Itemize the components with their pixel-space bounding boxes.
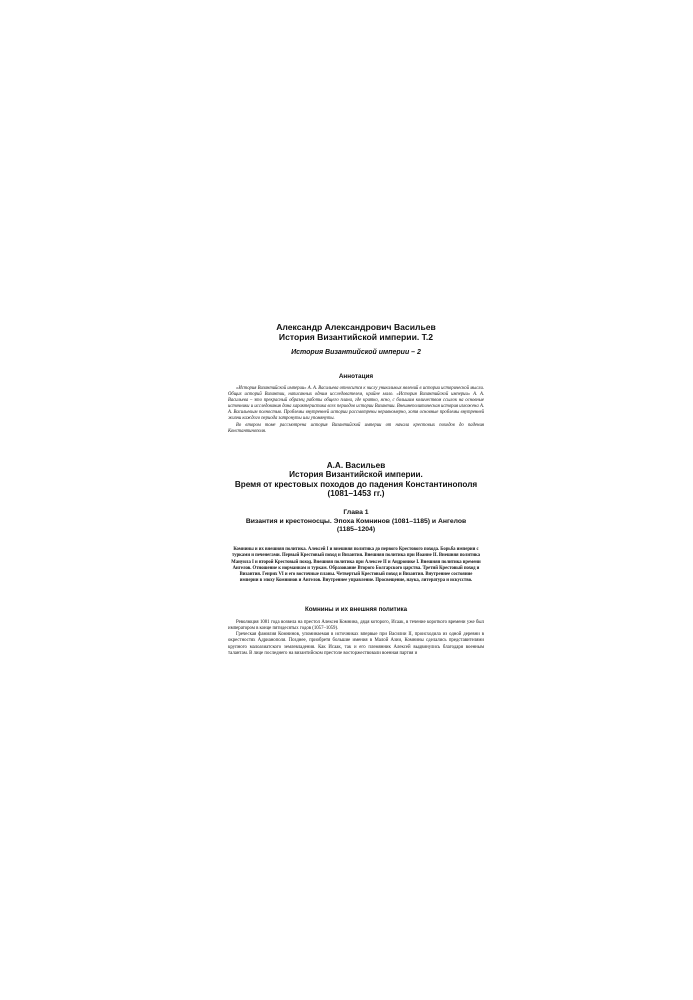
- chapter-line: Византия и крестоносцы. Эпоха Комнинов (1081–1185) и Ангелов: [245, 517, 467, 525]
- section-heading-block: [228, 606, 484, 614]
- annotation-block: [228, 373, 484, 435]
- book-author: А.А. Васильев: [326, 461, 386, 470]
- book-title-line: История Византийской империи.: [289, 470, 423, 480]
- book-title-line: Время от крестовых походов до падения Константинополя: [234, 479, 478, 489]
- section-heading: Комнины и их внешняя политика: [304, 606, 408, 613]
- annotation-heading: Аннотация: [338, 373, 374, 380]
- book-subtitle: История Византийской империи – 2: [291, 349, 421, 356]
- chapter-summary-block: [230, 547, 482, 585]
- book-heading: [228, 461, 484, 499]
- body-paragraph: Революция 1081 года возвела на престол Алексея Комнина, дядя которого, Исаак, в течение короткого времени уже был императором в конце пятидесятых годов (1057–1059).: [228, 620, 484, 632]
- author-name: Александр Александрович Васильев: [276, 322, 436, 332]
- annotation-paragraph: «История Византийской империи» А. А. Васильева относится к числу уникальных явлений в истории исторической мысли. Общих историй Византии, написанных одним исследователем, крайне мало. «История Византийской империи» А. А. Васильева – это прекрасный образец работы общего плана, где кратко, ясно, с большим количеством ссылок на основные источники и исследования дана характеристика всех периодов истории Византии. Внешнеполитическая история изложена А. А. Васильевым полностью. Проблемы внутренней истории рассмотрены неравномерно, хотя основные проблемы внутренней жизни каждого периода затронуты или упомянуты.: [228, 386, 484, 422]
- chapter-summary: Комнины и их внешняя политика. Алексей I и внешняя политика до первого Крестового похода. Борьба империи с турками и печенегами. Первый Крестовый поход и Византия. Внешняя политика при Иоанне II. Внешняя политика Мануила I и второй Крестовый поход. Внешняя политика при Алексее II и Андронике I. Внешняя политика времени Ангелов. Отношение к норманнам и туркам. Образование Второго Болгарского царства. Третий Крестовый поход и Византия. Генрих VI и его восточные планы. Четвертый Крестовый поход и Византия. Внутреннее состояние империи в эпоху Комнинов и Ангелов. Внутреннее управление. Просвещение, наука, литература и искусство.: [231, 547, 481, 584]
- book-title: История Византийской империи. Т.2: [278, 332, 434, 342]
- section-body: [228, 620, 484, 657]
- annotation-paragraph: Во втором томе рассмотрена история Византийской империи от начала крестовых походов до падения Константинополя.: [228, 422, 484, 434]
- chapter-heading: [228, 509, 484, 535]
- title-block: [228, 322, 484, 357]
- chapter-line: (1185–1204): [336, 526, 376, 534]
- book-title-line: (1081–1453 гг.): [327, 489, 385, 499]
- body-paragraph: Греческая фамилия Комнинов, упоминаемая в источниках впервые при Василии II, происходила из одной деревни в окрестностях Адрианополя. Позднее, приобретя большие имения в Малой Азии, Комнины сделались представителями крупного малоазиатского землевладения. Как Исаак, так и его племянник Алексей выдвинулись благодаря военным талантам. В лице последнего на византийском престоле восторжествовали военная партия и: [228, 632, 484, 656]
- chapter-line: Глава 1: [343, 509, 369, 516]
